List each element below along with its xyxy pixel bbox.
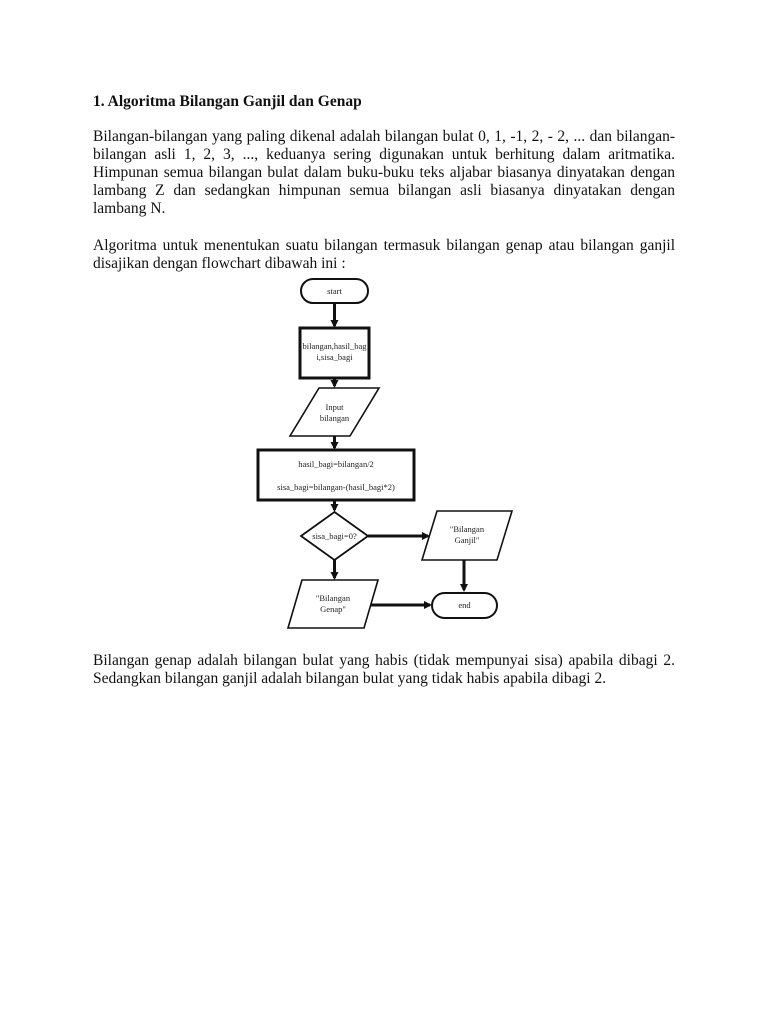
input-line1: Input [325,402,344,412]
end-terminal [432,593,497,618]
input-line2: bilangan [319,413,350,423]
output-ganjil-line1: "Bilangan [449,524,485,534]
declaration-box [300,328,369,378]
process-box [258,450,414,500]
start-terminal [301,279,368,303]
paragraph-integers-definition [93,128,675,218]
declaration-line2: i,sisa_bagi [316,352,353,362]
decision-label: sisa_bagi=0? [312,531,357,541]
section-heading: 1. Algoritma Bilangan Ganjil dan Genap [93,93,362,110]
input-parallelogram [290,388,379,436]
paragraph-line: Himpunan semua bilangan bulat dalam buku-buku teks aljabar biasanya dinyatakan dengan [93,164,675,181]
paragraph-line: bilangan asli 1, 2, 3, ..., keduanya sering digunakan untuk berhitung dalam aritmatika. [93,146,675,163]
output-ganjil-line2: Ganjil" [454,535,480,545]
decision-diamond [301,512,368,560]
process-line2: sisa_bagi=bilangan-(hasil_bagi*2) [277,482,395,492]
flowchart-figure [240,272,530,634]
output-ganjil-parallelogram [422,511,512,560]
paragraph-line: Sedangkan bilangan ganjil adalah bilangan bulat yang tidak habis apabila dibagi 2. [93,670,607,687]
output-genap-parallelogram [288,580,378,628]
paragraph-line: lambang Z dan sedangkan himpunan semua bilangan asli biasanya dinyatakan dengan [93,182,675,199]
paragraph-line: disajikan dengan flowchart dibawah ini : [93,255,346,272]
end-label: end [458,600,471,610]
declaration-line1: bilangan,hasil_bag [302,341,367,351]
paragraph-algorithm-intro [93,237,675,273]
start-label: start [327,286,342,296]
paragraph-line: Algoritma untuk menentukan suatu bilangan termasuk bilangan genap atau bilangan ganjil [93,237,675,254]
paragraph-line: lambang N. [93,200,166,217]
process-line1: hasil_bagi=bilangan/2 [298,459,374,469]
paragraph-even-odd-definition [93,652,675,688]
output-genap-line1: "Bilangan [315,593,351,603]
output-genap-line2: Genap" [320,604,346,614]
paragraph-line: Bilangan genap adalah bilangan bulat yang habis (tidak mempunyai sisa) apabila dibagi 2. [93,652,675,669]
paragraph-line: Bilangan-bilangan yang paling dikenal adalah bilangan bulat 0, 1, -1, 2, - 2, ... dan bilangan- [93,128,675,145]
